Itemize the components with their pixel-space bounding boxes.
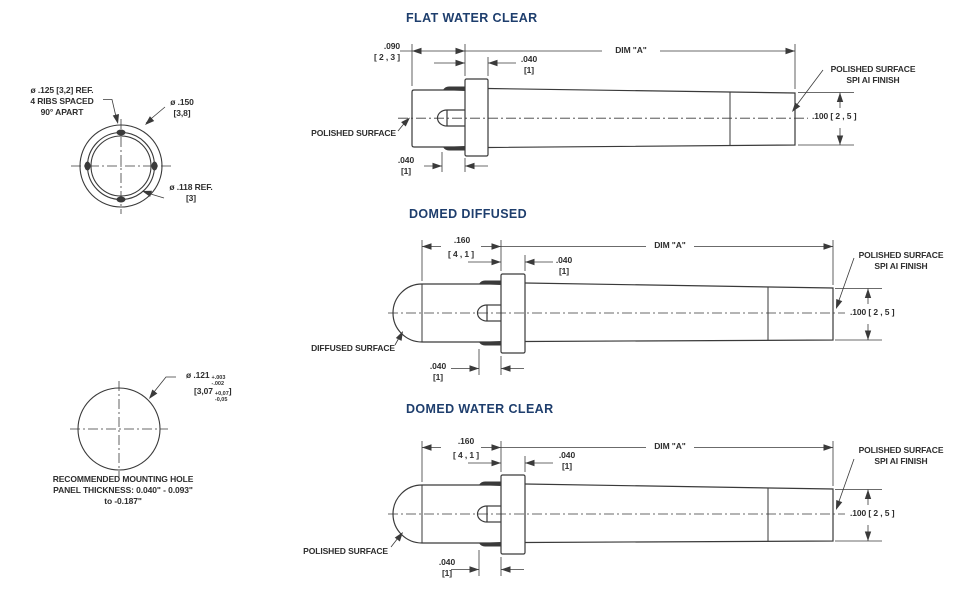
flat-dim-a: DIM "A" [615, 45, 647, 55]
diffused-finish-label: POLISHED SURFACE SPI AI FINISH [858, 250, 944, 271]
diffused-end-dim: .100 [ 2 , 5 ] [850, 307, 895, 317]
arrowhead [433, 163, 443, 169]
flat-title: FLAT WATER CLEAR [406, 11, 538, 25]
arrowhead [865, 532, 871, 542]
flat-surface-label: POLISHED SURFACE [311, 128, 396, 138]
flat-head-dim: .090 [ 2 , 3 ] [373, 41, 400, 62]
domed-clear-finish-label: POLISHED SURFACE SPI AI FINISH [858, 445, 944, 466]
ribs-note-line3: 90° APART [40, 107, 84, 117]
body-dia-inch: ø .118 REF. [169, 182, 213, 192]
hole-dia-mm-label: [3,07 +0,07 -0,05 ] [194, 386, 232, 403]
arrowhead [470, 365, 480, 371]
domed-clear-title: DOMED WATER CLEAR [406, 402, 554, 416]
arrowhead [865, 331, 871, 341]
domed-clear-surface-label: POLISHED SURFACE [303, 546, 388, 556]
arrowhead [492, 460, 502, 466]
diffused-dim-a: DIM "A" [654, 240, 686, 250]
ribs-note [18, 85, 106, 118]
flange [501, 475, 525, 554]
mounting-hole-caption [22, 474, 224, 507]
arrowhead [492, 259, 502, 265]
arrowhead [456, 48, 466, 54]
hole-dia-inch: ø .121 [186, 370, 210, 380]
arrowhead [422, 444, 432, 450]
diffused-rib-dim: .040 [1] [429, 361, 447, 382]
body [525, 283, 833, 342]
hole-dia-mm: [3,07 [194, 386, 213, 396]
arrowhead [824, 243, 834, 249]
flat-flange-dim: .040 [1] [520, 54, 538, 75]
caption-line3: to -0.187" [104, 496, 142, 506]
ribs-note-line1: ø .125 [3,2] REF. [30, 85, 94, 95]
arrowhead [525, 460, 535, 466]
arrowhead [865, 490, 871, 500]
diffused-surface-label: DIFFUSED SURFACE [311, 343, 395, 353]
arrowhead [146, 390, 157, 401]
caption-line1: RECOMMENDED MOUNTING HOLE [52, 474, 194, 484]
leader-lines [103, 100, 165, 199]
arrowhead [492, 444, 502, 450]
arrowhead [465, 163, 475, 169]
arrowhead [492, 243, 502, 249]
arrowhead [113, 114, 121, 125]
hole-dia-tolerance: +.003 -.002 [211, 375, 226, 387]
arrowhead [396, 330, 406, 341]
flange-dia-inch: ø .150 [170, 97, 194, 107]
domed-clear-flange-dim: .040 [1] [558, 450, 576, 471]
caption-line2: PANEL THICKNESS: 0.040" - 0.093" [53, 485, 193, 495]
hole-dia-mm-tolerance: +0,07 -0,05 [214, 391, 229, 403]
diffused-head-dim-mm: [ 4 , 1 ] [447, 249, 475, 259]
diffused-head-dim: .160 [453, 235, 471, 245]
ribs-note-line2: 4 RIBS SPACED [30, 96, 94, 106]
arrowhead [470, 566, 480, 572]
domed-clear-dim-a: DIM "A" [654, 441, 686, 451]
domed-clear-rib-dim: .040 [1] [438, 557, 456, 578]
flat-finish-label: POLISHED SURFACE SPI AI FINISH [830, 64, 916, 85]
domed-clear-head-dim-mm: [ 4 , 1 ] [452, 450, 480, 460]
arrowhead [833, 299, 842, 310]
arrowhead [488, 60, 498, 66]
mounting-hole-view [70, 377, 176, 477]
flat-water-clear-view [398, 44, 857, 172]
domed-water-clear-view [388, 441, 882, 576]
body-dia-mm: [3] [185, 193, 197, 203]
flat-end-dim: .100 [ 2 , 5 ] [812, 111, 857, 121]
arrowhead [786, 48, 796, 54]
flange-dia-mm: [3,8] [173, 108, 191, 118]
flange [501, 274, 525, 353]
flat-rib-dim: .040 [1] [397, 155, 415, 176]
domed-clear-end-dim: .100 [ 2 , 5 ] [850, 508, 895, 518]
hole-dia-label [186, 370, 225, 387]
arrowhead [824, 444, 834, 450]
domed-clear-head-dim: .160 [457, 436, 475, 446]
arrowhead [422, 243, 432, 249]
arrowhead [837, 93, 843, 103]
arrowhead [501, 365, 511, 371]
arrowhead [833, 500, 842, 511]
body [525, 484, 833, 543]
domed-diffused-view [388, 240, 882, 375]
diffused-title: DOMED DIFFUSED [409, 207, 528, 221]
arrowhead [141, 188, 152, 197]
arrowhead [525, 259, 535, 265]
arrowhead [837, 136, 843, 146]
arrowhead [865, 289, 871, 299]
arrowhead [456, 60, 466, 66]
arrowhead [501, 566, 511, 572]
flange [465, 79, 488, 156]
flange-dia-label [162, 97, 202, 119]
arrowhead [412, 48, 422, 54]
body-dia-label [164, 182, 218, 204]
diffused-flange-dim: .040 [1] [555, 255, 573, 276]
